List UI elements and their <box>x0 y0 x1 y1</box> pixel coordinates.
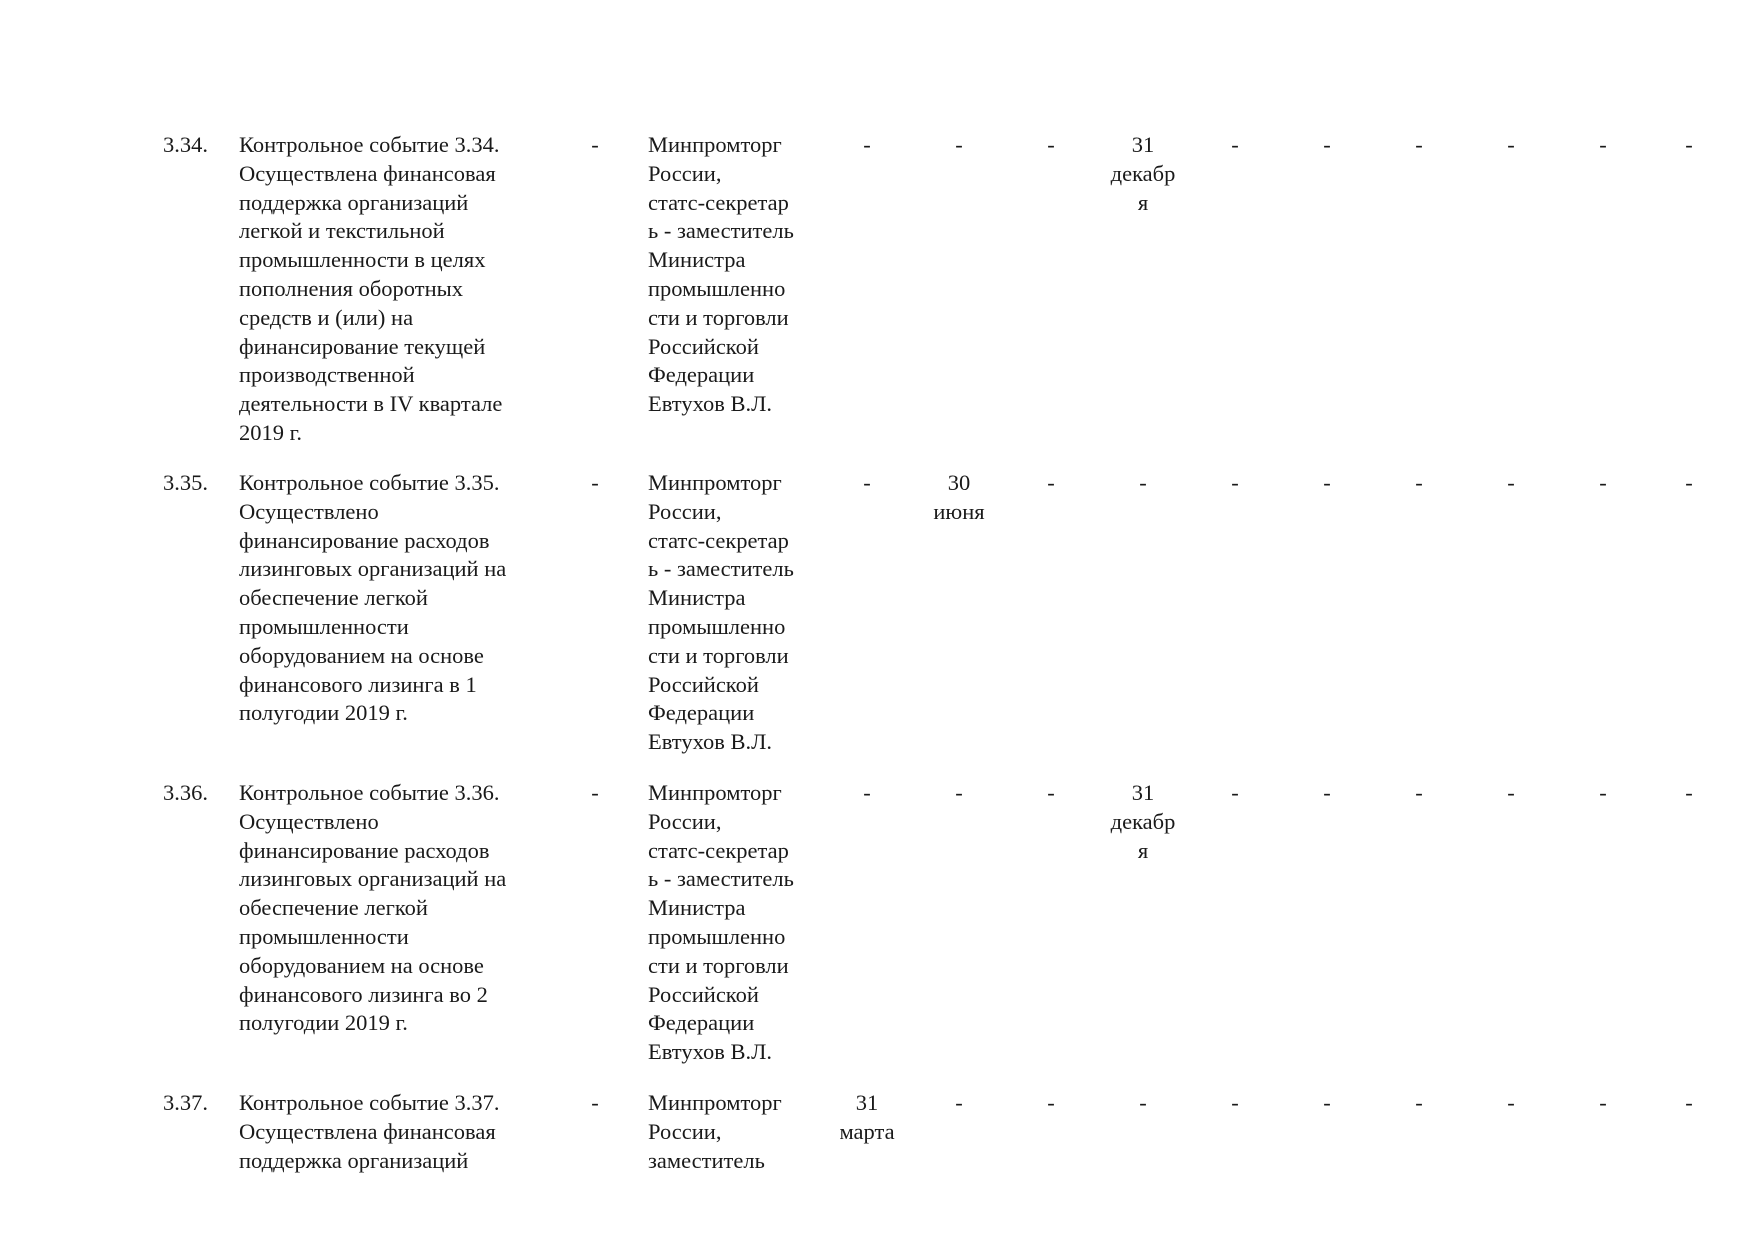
responsible-executor: Минпромторг России, статс-секретар ь - заместитель Министра промышленно сти и торговли Российской Федерации Евтухов В.Л. <box>648 470 794 755</box>
quarter-3-cell: - <box>1047 470 1055 495</box>
value-cell: - <box>591 132 599 157</box>
year-cell: - <box>1685 1090 1693 1115</box>
value-cell: - <box>591 1090 599 1115</box>
responsible-executor: Минпромторг России, заместитель <box>648 1090 782 1173</box>
year-cell: - <box>1323 780 1331 805</box>
value-cell: - <box>591 780 599 805</box>
quarter-2-cell: - <box>955 1090 963 1115</box>
quarter-4-cell: - <box>1139 1090 1147 1115</box>
year-cell: - <box>1507 780 1515 805</box>
year-cell: - <box>1599 1090 1607 1115</box>
row-number: 3.35. <box>163 470 208 495</box>
quarter-3-cell: - <box>1047 780 1055 805</box>
event-description: Контрольное событие 3.37. Осуществлена финансовая поддержка организаций <box>239 1090 500 1173</box>
year-cell: - <box>1231 470 1239 495</box>
quarter-1-cell: - <box>863 132 871 157</box>
quarter-2-cell: 30 июня <box>933 470 985 524</box>
year-cell: - <box>1685 132 1693 157</box>
year-cell: - <box>1231 132 1239 157</box>
row-number: 3.36. <box>163 780 208 805</box>
quarter-4-cell: 31 декабр я <box>1110 780 1176 863</box>
year-cell: - <box>1507 1090 1515 1115</box>
row-number: 3.37. <box>163 1090 208 1115</box>
year-cell: - <box>1599 470 1607 495</box>
quarter-2-cell: - <box>955 132 963 157</box>
event-description: Контрольное событие 3.35. Осуществлено финансирование расходов лизинговых организаций на обеспечение легкой промышленности оборудованием на основе финансового лизинга в 1 полугодии 2019 г. <box>239 470 507 726</box>
quarter-1-cell: - <box>863 470 871 495</box>
year-cell: - <box>1231 1090 1239 1115</box>
quarter-1-cell: - <box>863 780 871 805</box>
year-cell: - <box>1415 780 1423 805</box>
year-cell: - <box>1599 132 1607 157</box>
year-cell: - <box>1323 1090 1331 1115</box>
year-cell: - <box>1323 132 1331 157</box>
row-number: 3.34. <box>163 132 208 157</box>
value-cell: - <box>591 470 599 495</box>
responsible-executor: Минпромторг России, статс-секретар ь - заместитель Министра промышленно сти и торговли Российской Федерации Евтухов В.Л. <box>648 132 794 417</box>
event-description: Контрольное событие 3.34. Осуществлена финансовая поддержка организаций легкой и текстильной промышленности в целях пополнения оборотных средств и (или) на финансирование текущей производственной деятельности в IV квартале 2019 г. <box>239 132 503 445</box>
year-cell: - <box>1685 780 1693 805</box>
quarter-2-cell: - <box>955 780 963 805</box>
quarter-3-cell: - <box>1047 132 1055 157</box>
year-cell: - <box>1415 132 1423 157</box>
quarter-4-cell: - <box>1139 470 1147 495</box>
quarter-3-cell: - <box>1047 1090 1055 1115</box>
year-cell: - <box>1507 470 1515 495</box>
year-cell: - <box>1231 780 1239 805</box>
responsible-executor: Минпромторг России, статс-секретар ь - заместитель Министра промышленно сти и торговли Российской Федерации Евтухов В.Л. <box>648 780 794 1065</box>
year-cell: - <box>1415 470 1423 495</box>
year-cell: - <box>1685 470 1693 495</box>
year-cell: - <box>1323 470 1331 495</box>
quarter-1-cell: 31 марта <box>839 1090 895 1144</box>
event-description: Контрольное событие 3.36. Осуществлено финансирование расходов лизинговых организаций на обеспечение легкой промышленности оборудованием на основе финансового лизинга во 2 полугодии 2019 г. <box>239 780 507 1036</box>
quarter-4-cell: 31 декабр я <box>1110 132 1176 215</box>
year-cell: - <box>1507 132 1515 157</box>
year-cell: - <box>1415 1090 1423 1115</box>
year-cell: - <box>1599 780 1607 805</box>
